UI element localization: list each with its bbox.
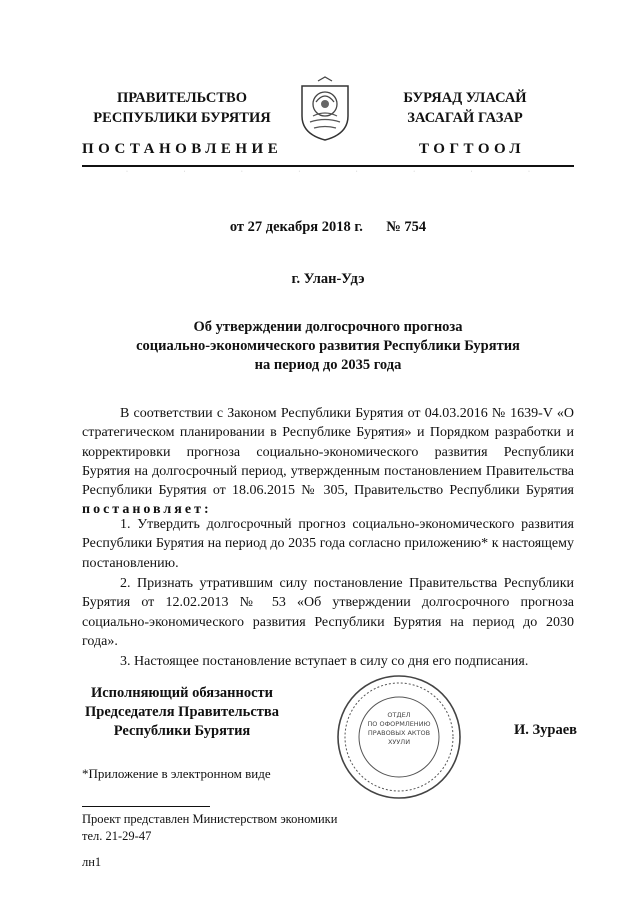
header-right-line1: БУРЯАД УЛАСАЙ bbox=[403, 90, 527, 106]
item-2: 2. Признать утратившим силу постановление Правительства Республики Бурятия от 12.02.2013 № 53 «Об утверждении долгосрочного прогноза социально-экономического развития Республики Бурятия на период до 2030 года». bbox=[82, 576, 574, 649]
header-left-line2: РЕСПУБЛИКИ БУРЯТИЯ bbox=[93, 110, 271, 126]
footer-code: лн1 bbox=[82, 855, 102, 869]
header-left bbox=[82, 88, 282, 128]
document-date: от 27 декабря 2018 г. bbox=[229, 219, 363, 235]
stamp-line1: ОТДЕЛ bbox=[387, 711, 411, 719]
preamble bbox=[82, 404, 574, 520]
header-right bbox=[380, 88, 550, 128]
city: г. Улан-Удэ bbox=[291, 271, 365, 287]
document-number: № 754 bbox=[386, 219, 427, 235]
footnote: *Приложение в электронном виде bbox=[82, 766, 271, 781]
signatory-name: И. Зураев bbox=[513, 722, 577, 738]
footer-rule bbox=[82, 806, 210, 807]
stamp-line4: ХУУЛИ bbox=[387, 738, 411, 746]
item-1: 1. Утвердить долгосрочный прогноз социально-экономического развития Республики Бурятия на период до 2035 года согласно приложению* к настоящему постановлению. bbox=[82, 517, 574, 571]
position-line3: Республики Бурятия bbox=[113, 723, 251, 739]
footer-project: Проект представлен Министерством экономики bbox=[82, 812, 338, 826]
header-left-line1: ПРАВИТЕЛЬСТВО bbox=[117, 90, 247, 106]
position-line1: Исполняющий обязанности bbox=[90, 685, 274, 701]
position-line2: Председателя Правительства bbox=[85, 704, 279, 720]
official-stamp bbox=[335, 673, 463, 801]
title-line2: социально-экономического развития Республики Бурятия bbox=[136, 338, 520, 354]
doc-type-right: ТОГТООЛ bbox=[419, 141, 526, 157]
coat-of-arms-icon bbox=[296, 76, 354, 142]
footer-block bbox=[82, 811, 337, 871]
stamp-text bbox=[359, 711, 439, 747]
header-dotted-line: · · · · · · · · bbox=[126, 169, 530, 175]
preamble-text: В соответствии с Законом Республики Бурятия от 04.03.2016 № 1639-V «О стратегическом планировании в Республике Бурятия» и Порядком разработки и корректировки прогноза социально-экономического развития Республики Бурятия на долгосрочный период, утвержденным постановлением Правительства Республики Бурятия от 18.06.2015 № 305, Правительство Республики Бурятия bbox=[82, 406, 574, 499]
date-number-row bbox=[82, 219, 574, 236]
signature-position bbox=[82, 684, 282, 741]
item-3: 3. Настоящее постановление вступает в силу со дня его подписания. bbox=[120, 654, 529, 669]
footer-phone: тел. 21-29-47 bbox=[82, 829, 152, 843]
stamp-line2: ПО ОФОРМЛЕНИЮ bbox=[367, 720, 431, 728]
header-rule bbox=[82, 165, 574, 167]
title-line1: Об утверждении долгосрочного прогноза bbox=[193, 319, 463, 335]
title-line3: на период до 2035 года bbox=[254, 357, 402, 373]
header-right-line2: ЗАСАГАЙ ГАЗАР bbox=[407, 110, 523, 126]
preamble-action: постановляет: bbox=[82, 502, 212, 518]
stamp-line3: ПРАВОВЫХ АКТОВ bbox=[367, 729, 431, 737]
doc-type-left: ПОСТАНОВЛЕНИЕ bbox=[82, 141, 283, 157]
document-title bbox=[82, 318, 574, 375]
